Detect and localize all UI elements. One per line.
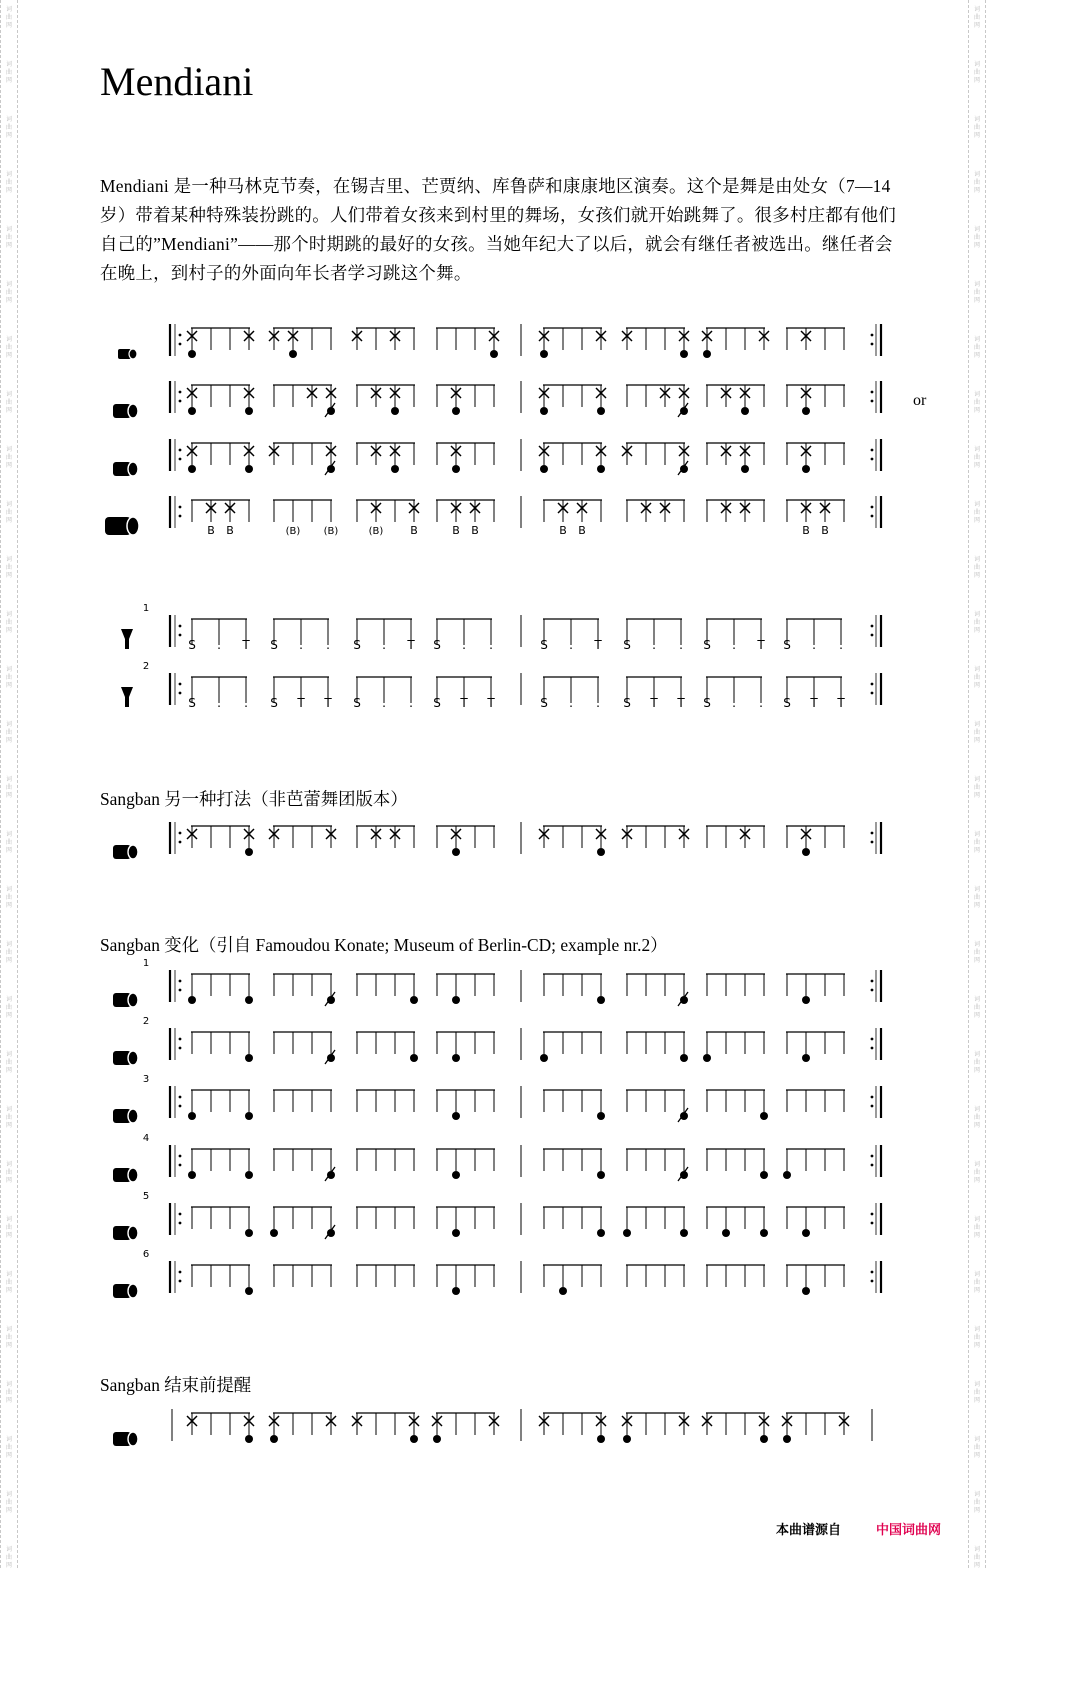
- djembe-stroke: .: [409, 696, 413, 710]
- watermark-mark: 词 曲 网: [5, 446, 12, 469]
- open-stroke-dot: [188, 1112, 196, 1120]
- watermark-mark: 词 曲 网: [973, 1491, 980, 1514]
- repeat-dot: [871, 400, 874, 403]
- repeat-dot: [871, 1155, 874, 1158]
- watermark-mark: 词 曲 网: [5, 886, 12, 909]
- watermark-mark: 词 曲 网: [973, 721, 980, 744]
- djembe-stroke: .: [382, 638, 386, 652]
- repeat-dot: [871, 980, 874, 983]
- alternative-or-label: or: [913, 392, 927, 409]
- watermark-mark: 词 曲 网: [973, 1271, 980, 1294]
- repeat-dot: [179, 1164, 182, 1167]
- watermark-mark: 词 曲 网: [973, 116, 980, 139]
- sangban-drumhead: [128, 1284, 138, 1298]
- open-stroke-dot: [802, 996, 810, 1004]
- watermark-mark: 词 曲 网: [973, 1436, 980, 1459]
- repeat-dot: [871, 334, 874, 337]
- dundun-drumhead: [127, 517, 139, 535]
- watermark-mark: 词 曲 网: [973, 1051, 980, 1074]
- open-stroke-dot: [245, 1287, 253, 1295]
- pattern-number: 5: [142, 1191, 150, 1202]
- open-stroke-dot: [597, 1112, 605, 1120]
- sangban-drumhead: [128, 993, 138, 1007]
- djembe-stroke: S: [188, 638, 196, 652]
- open-stroke-dot: [270, 1229, 278, 1237]
- open-stroke-dot: [245, 1229, 253, 1237]
- djembe-stroke: .: [299, 638, 303, 652]
- watermark-mark: 词 曲 网: [5, 721, 12, 744]
- djembe-stroke: S: [353, 696, 361, 710]
- open-stroke-dot: [245, 1054, 253, 1062]
- open-stroke-dot: [270, 1435, 278, 1443]
- open-stroke-dot: [760, 1435, 768, 1443]
- djembe-stroke: S: [623, 696, 631, 710]
- djembe-stroke: T: [810, 696, 818, 710]
- repeat-dot: [179, 506, 182, 509]
- watermark-mark: 词 曲 网: [5, 611, 12, 634]
- sangban-drumhead: [128, 1109, 138, 1123]
- open-stroke-dot: [597, 1229, 605, 1237]
- open-stroke-dot: [188, 996, 196, 1004]
- watermark-mark: 词 曲 网: [5, 1051, 12, 1074]
- open-stroke-dot: [802, 1287, 810, 1295]
- watermark-mark: 词 曲 网: [5, 831, 12, 854]
- repeat-dot: [871, 1096, 874, 1099]
- repeat-dot: [179, 1096, 182, 1099]
- open-stroke-dot: [391, 407, 399, 415]
- djembe-stroke: .: [679, 638, 683, 652]
- open-stroke-dot: [802, 465, 810, 473]
- watermark-mark: 词 曲 网: [973, 171, 980, 194]
- djembe-stroke: .: [489, 638, 493, 652]
- open-stroke-dot: [802, 407, 810, 415]
- repeat-dot: [179, 832, 182, 835]
- open-stroke-dot: [245, 1112, 253, 1120]
- open-stroke-dot: [245, 407, 253, 415]
- watermark-mark: 词 曲 网: [973, 281, 980, 304]
- open-stroke-dot: [452, 996, 460, 1004]
- djembe-stroke: S: [783, 638, 791, 652]
- footer-source-label: 本曲谱源自: [776, 1523, 842, 1538]
- watermark-mark: 词 曲 网: [973, 666, 980, 689]
- open-stroke-dot: [410, 1054, 418, 1062]
- open-stroke-dot: [741, 407, 749, 415]
- djembe-stroke: T: [650, 696, 658, 710]
- open-stroke-dot: [597, 848, 605, 856]
- repeat-dot: [871, 458, 874, 461]
- watermark-mark: 词 曲 网: [973, 996, 980, 1019]
- djembe-stroke: S: [540, 638, 548, 652]
- open-stroke-dot: [540, 465, 548, 473]
- djembe-stroke: .: [569, 696, 573, 710]
- watermark-mark: 词 曲 网: [973, 1216, 980, 1239]
- djembe-stroke: .: [326, 638, 330, 652]
- watermark-mark: 词 曲 网: [973, 336, 980, 359]
- watermark-mark: 词 曲 网: [5, 1546, 12, 1568]
- open-stroke-dot: [540, 1054, 548, 1062]
- open-stroke-dot: [680, 350, 688, 358]
- watermark-mark: 词 曲 网: [973, 831, 980, 854]
- repeat-dot: [871, 506, 874, 509]
- repeat-dot: [179, 391, 182, 394]
- repeat-dot: [871, 1280, 874, 1283]
- repeat-dot: [179, 458, 182, 461]
- open-stroke-dot: [597, 996, 605, 1004]
- open-stroke-dot: [245, 1435, 253, 1443]
- repeat-dot: [871, 1222, 874, 1225]
- repeat-dot: [871, 625, 874, 628]
- watermark-mark: 词 曲 网: [973, 1106, 980, 1129]
- sangban-drumhead: [128, 1226, 138, 1240]
- open-stroke-dot: [452, 1112, 460, 1120]
- djembe-stroke: S: [433, 638, 441, 652]
- open-stroke-dot: [802, 848, 810, 856]
- open-stroke-dot: [245, 465, 253, 473]
- watermark-mark: 词 曲 网: [5, 1381, 12, 1404]
- watermark-mark: 词 曲 网: [5, 996, 12, 1019]
- pattern-number: 1: [142, 603, 150, 614]
- djembe-stroke: T: [407, 638, 415, 652]
- repeat-dot: [871, 634, 874, 637]
- watermark-mark: 词 曲 网: [5, 1106, 12, 1129]
- open-stroke-dot: [452, 1229, 460, 1237]
- watermark-mark: 词 曲 网: [973, 1326, 980, 1349]
- djembe-stroke: S: [270, 638, 278, 652]
- open-stroke-dot: [433, 1435, 441, 1443]
- watermark-mark: 词 曲 网: [973, 446, 980, 469]
- sangban-drumhead: [128, 1168, 138, 1182]
- djembe-stroke: .: [812, 638, 816, 652]
- djembe-stroke: T: [757, 638, 765, 652]
- djembe-stroke: .: [462, 638, 466, 652]
- repeat-dot: [871, 1038, 874, 1041]
- bass-stroke-label: B: [452, 524, 460, 537]
- watermark-mark: 词 曲 网: [5, 6, 12, 29]
- open-stroke-dot: [597, 407, 605, 415]
- open-stroke-dot: [245, 996, 253, 1004]
- open-stroke-dot: [452, 1171, 460, 1179]
- open-stroke-dot: [703, 350, 711, 358]
- djembe-stroke: S: [353, 638, 361, 652]
- open-stroke-dot: [245, 1171, 253, 1179]
- djembe-stroke: .: [759, 696, 763, 710]
- repeat-dot: [179, 343, 182, 346]
- repeat-dot: [179, 1222, 182, 1225]
- open-stroke-dot: [540, 350, 548, 358]
- repeat-dot: [179, 400, 182, 403]
- djembe-stroke: T: [324, 696, 332, 710]
- open-stroke-dot: [188, 465, 196, 473]
- sangban-drumhead: [128, 845, 138, 859]
- open-stroke-dot: [188, 407, 196, 415]
- repeat-dot: [179, 841, 182, 844]
- sangban-drumhead: [128, 404, 138, 418]
- djembe-stroke: .: [732, 638, 736, 652]
- open-stroke-dot: [452, 1054, 460, 1062]
- repeat-dot: [871, 832, 874, 835]
- bass-stroke-label: B: [226, 524, 234, 537]
- djembe-stroke: .: [732, 696, 736, 710]
- open-stroke-dot: [760, 1112, 768, 1120]
- djembe-stroke: T: [460, 696, 468, 710]
- djembe-stroke: T: [837, 696, 845, 710]
- kenkeni-drumhead: [129, 349, 137, 359]
- repeat-dot: [179, 634, 182, 637]
- djembe-stroke: .: [569, 638, 573, 652]
- repeat-dot: [179, 683, 182, 686]
- repeat-dot: [871, 683, 874, 686]
- open-stroke-dot: [452, 1287, 460, 1295]
- open-stroke-dot: [410, 996, 418, 1004]
- pattern-number: 2: [142, 661, 150, 672]
- open-stroke-dot: [802, 1054, 810, 1062]
- watermark-mark: 词 曲 网: [973, 1161, 980, 1184]
- repeat-dot: [179, 334, 182, 337]
- open-stroke-dot: [760, 1171, 768, 1179]
- repeat-dot: [871, 1105, 874, 1108]
- djembe-stroke: .: [217, 696, 221, 710]
- watermark-mark: 词 曲 网: [5, 1326, 12, 1349]
- djembe-stroke: .: [839, 638, 843, 652]
- watermark-mark: 词 曲 网: [5, 171, 12, 194]
- djembe-icon: [121, 629, 133, 649]
- repeat-dot: [179, 1047, 182, 1050]
- bass-stroke-label: B: [559, 524, 567, 537]
- watermark-mark: 词 曲 网: [973, 61, 980, 84]
- watermark-mark: 词 曲 网: [5, 391, 12, 414]
- djembe-stroke: T: [487, 696, 495, 710]
- open-stroke-dot: [410, 1435, 418, 1443]
- open-stroke-dot: [490, 350, 498, 358]
- watermark-mark: 词 曲 网: [973, 611, 980, 634]
- djembe-stroke: S: [188, 696, 196, 710]
- repeat-dot: [179, 1213, 182, 1216]
- bass-stroke-label: B: [821, 524, 829, 537]
- open-stroke-dot: [245, 848, 253, 856]
- repeat-dot: [871, 989, 874, 992]
- repeat-dot: [871, 391, 874, 394]
- djembe-stroke: S: [540, 696, 548, 710]
- open-stroke-dot: [597, 1171, 605, 1179]
- bass-stroke-label: B: [207, 524, 215, 537]
- open-stroke-dot: [540, 407, 548, 415]
- watermark-mark: 词 曲 网: [973, 886, 980, 909]
- watermark-mark: 词 曲 网: [973, 1381, 980, 1404]
- watermark-mark: 词 曲 网: [973, 501, 980, 524]
- sangban-drumhead: [128, 462, 138, 476]
- section-heading-alt: Sangban 另一种打法（非芭蕾舞团版本）: [100, 789, 408, 809]
- watermark-mark: 词 曲 网: [5, 941, 12, 964]
- sangban-drumhead: [128, 1051, 138, 1065]
- open-stroke-dot: [597, 1435, 605, 1443]
- bass-stroke-label: B: [471, 524, 479, 537]
- watermark-mark: 词 曲 网: [5, 1491, 12, 1514]
- djembe-stroke: .: [217, 638, 221, 652]
- djembe-stroke: S: [623, 638, 631, 652]
- pattern-number: 4: [142, 1133, 150, 1144]
- open-stroke-dot: [452, 407, 460, 415]
- open-stroke-dot: [760, 1229, 768, 1237]
- bass-stroke-label: B: [802, 524, 810, 537]
- open-stroke-dot: [559, 1287, 567, 1295]
- watermark-mark: 词 曲 网: [5, 1271, 12, 1294]
- repeat-dot: [179, 980, 182, 983]
- djembe-stroke: .: [382, 696, 386, 710]
- open-stroke-dot: [391, 465, 399, 473]
- watermark-mark: 词 曲 网: [5, 116, 12, 139]
- watermark-mark: 词 曲 网: [5, 666, 12, 689]
- pattern-number: 2: [142, 1016, 150, 1027]
- repeat-dot: [179, 989, 182, 992]
- pattern-number: 6: [142, 1249, 150, 1260]
- djembe-icon: [121, 687, 133, 707]
- repeat-dot: [179, 1038, 182, 1041]
- watermark-mark: 词 曲 网: [5, 1161, 12, 1184]
- pattern-number: 1: [142, 958, 150, 969]
- repeat-dot: [179, 625, 182, 628]
- watermark-mark: 词 曲 网: [5, 1216, 12, 1239]
- repeat-dot: [871, 841, 874, 844]
- open-stroke-dot: [703, 1054, 711, 1062]
- djembe-stroke: .: [652, 638, 656, 652]
- watermark-mark: 词 曲 网: [5, 556, 12, 579]
- open-stroke-dot: [188, 1171, 196, 1179]
- watermark-mark: 词 曲 网: [5, 1436, 12, 1459]
- djembe-stroke: S: [703, 696, 711, 710]
- footer-site-link[interactable]: 中国词曲网: [876, 1523, 942, 1538]
- watermark-mark: 词 曲 网: [5, 336, 12, 359]
- watermark-mark: 词 曲 网: [973, 6, 980, 29]
- watermark-mark: 词 曲 网: [5, 61, 12, 84]
- djembe-stroke: T: [297, 696, 305, 710]
- repeat-dot: [179, 449, 182, 452]
- djembe-stroke: S: [703, 638, 711, 652]
- repeat-dot: [179, 1155, 182, 1158]
- repeat-dot: [871, 515, 874, 518]
- repeat-dot: [871, 449, 874, 452]
- watermark-mark: 词 曲 网: [5, 226, 12, 249]
- repeat-dot: [871, 343, 874, 346]
- intro-paragraph: Mendiani 是一种马林克节奏，在锡吉里、芒贾纳、库鲁萨和康康地区演奏。这个是舞是由处女（7—14 岁）带着某种特殊装扮跳的。人们带着女孩来到村里的舞场，女孩们就开始跳舞了。很多村庄都有他们自己的”Mendiani”——那个时期跳的最好的女孩。当她年纪大了以后，就会有继任者被选出。继任者会在晚上，到村子的外面向年长者学习跳这个舞。: [100, 176, 897, 283]
- section-heading-ending: Sangban 结束前提醒: [100, 1375, 252, 1395]
- djembe-stroke: S: [270, 696, 278, 710]
- open-stroke-dot: [722, 1229, 730, 1237]
- watermark-mark: 词 曲 网: [973, 776, 980, 799]
- open-stroke-dot: [783, 1435, 791, 1443]
- djembe-stroke: T: [594, 638, 602, 652]
- open-stroke-dot: [452, 848, 460, 856]
- open-stroke-dot: [188, 350, 196, 358]
- djembe-stroke: S: [783, 696, 791, 710]
- repeat-dot: [871, 1213, 874, 1216]
- repeat-dot: [871, 1047, 874, 1050]
- open-stroke-dot: [741, 465, 749, 473]
- watermark-mark: 词 曲 网: [973, 1546, 980, 1568]
- repeat-dot: [871, 1271, 874, 1274]
- open-stroke-dot: [289, 350, 297, 358]
- watermark-mark: 词 曲 网: [5, 281, 12, 304]
- bass-stroke-label: B: [578, 524, 586, 537]
- repeat-dot: [179, 515, 182, 518]
- bass-stroke-label: (B): [368, 526, 384, 537]
- watermark-mark: 词 曲 网: [5, 776, 12, 799]
- repeat-dot: [871, 1164, 874, 1167]
- section-heading-variations: Sangban 变化（引自 Famoudou Konate; Museum of Berlin-CD; example nr.2）: [100, 935, 668, 955]
- djembe-stroke: T: [242, 638, 250, 652]
- open-stroke-dot: [783, 1171, 791, 1179]
- djembe-stroke: T: [677, 696, 685, 710]
- djembe-stroke: .: [244, 696, 248, 710]
- sangban-drumhead: [128, 1432, 138, 1446]
- open-stroke-dot: [623, 1435, 631, 1443]
- repeat-dot: [179, 1280, 182, 1283]
- bass-stroke-label: (B): [323, 526, 339, 537]
- repeat-dot: [179, 1105, 182, 1108]
- repeat-dot: [179, 692, 182, 695]
- pattern-number: 3: [142, 1074, 150, 1085]
- open-stroke-dot: [802, 1229, 810, 1237]
- open-stroke-dot: [680, 1054, 688, 1062]
- repeat-dot: [871, 692, 874, 695]
- open-stroke-dot: [680, 1229, 688, 1237]
- watermark-mark: 词 曲 网: [5, 501, 12, 524]
- open-stroke-dot: [452, 465, 460, 473]
- watermark-mark: 词 曲 网: [973, 391, 980, 414]
- bass-stroke-label: B: [410, 524, 418, 537]
- open-stroke-dot: [623, 1229, 631, 1237]
- watermark-mark: 词 曲 网: [973, 941, 980, 964]
- bass-stroke-label: (B): [285, 526, 301, 537]
- watermark-mark: 词 曲 网: [973, 226, 980, 249]
- repeat-dot: [179, 1271, 182, 1274]
- open-stroke-dot: [597, 465, 605, 473]
- page-title: Mendiani: [100, 59, 254, 104]
- djembe-stroke: S: [433, 696, 441, 710]
- djembe-stroke: .: [596, 696, 600, 710]
- watermark-mark: 词 曲 网: [973, 556, 980, 579]
